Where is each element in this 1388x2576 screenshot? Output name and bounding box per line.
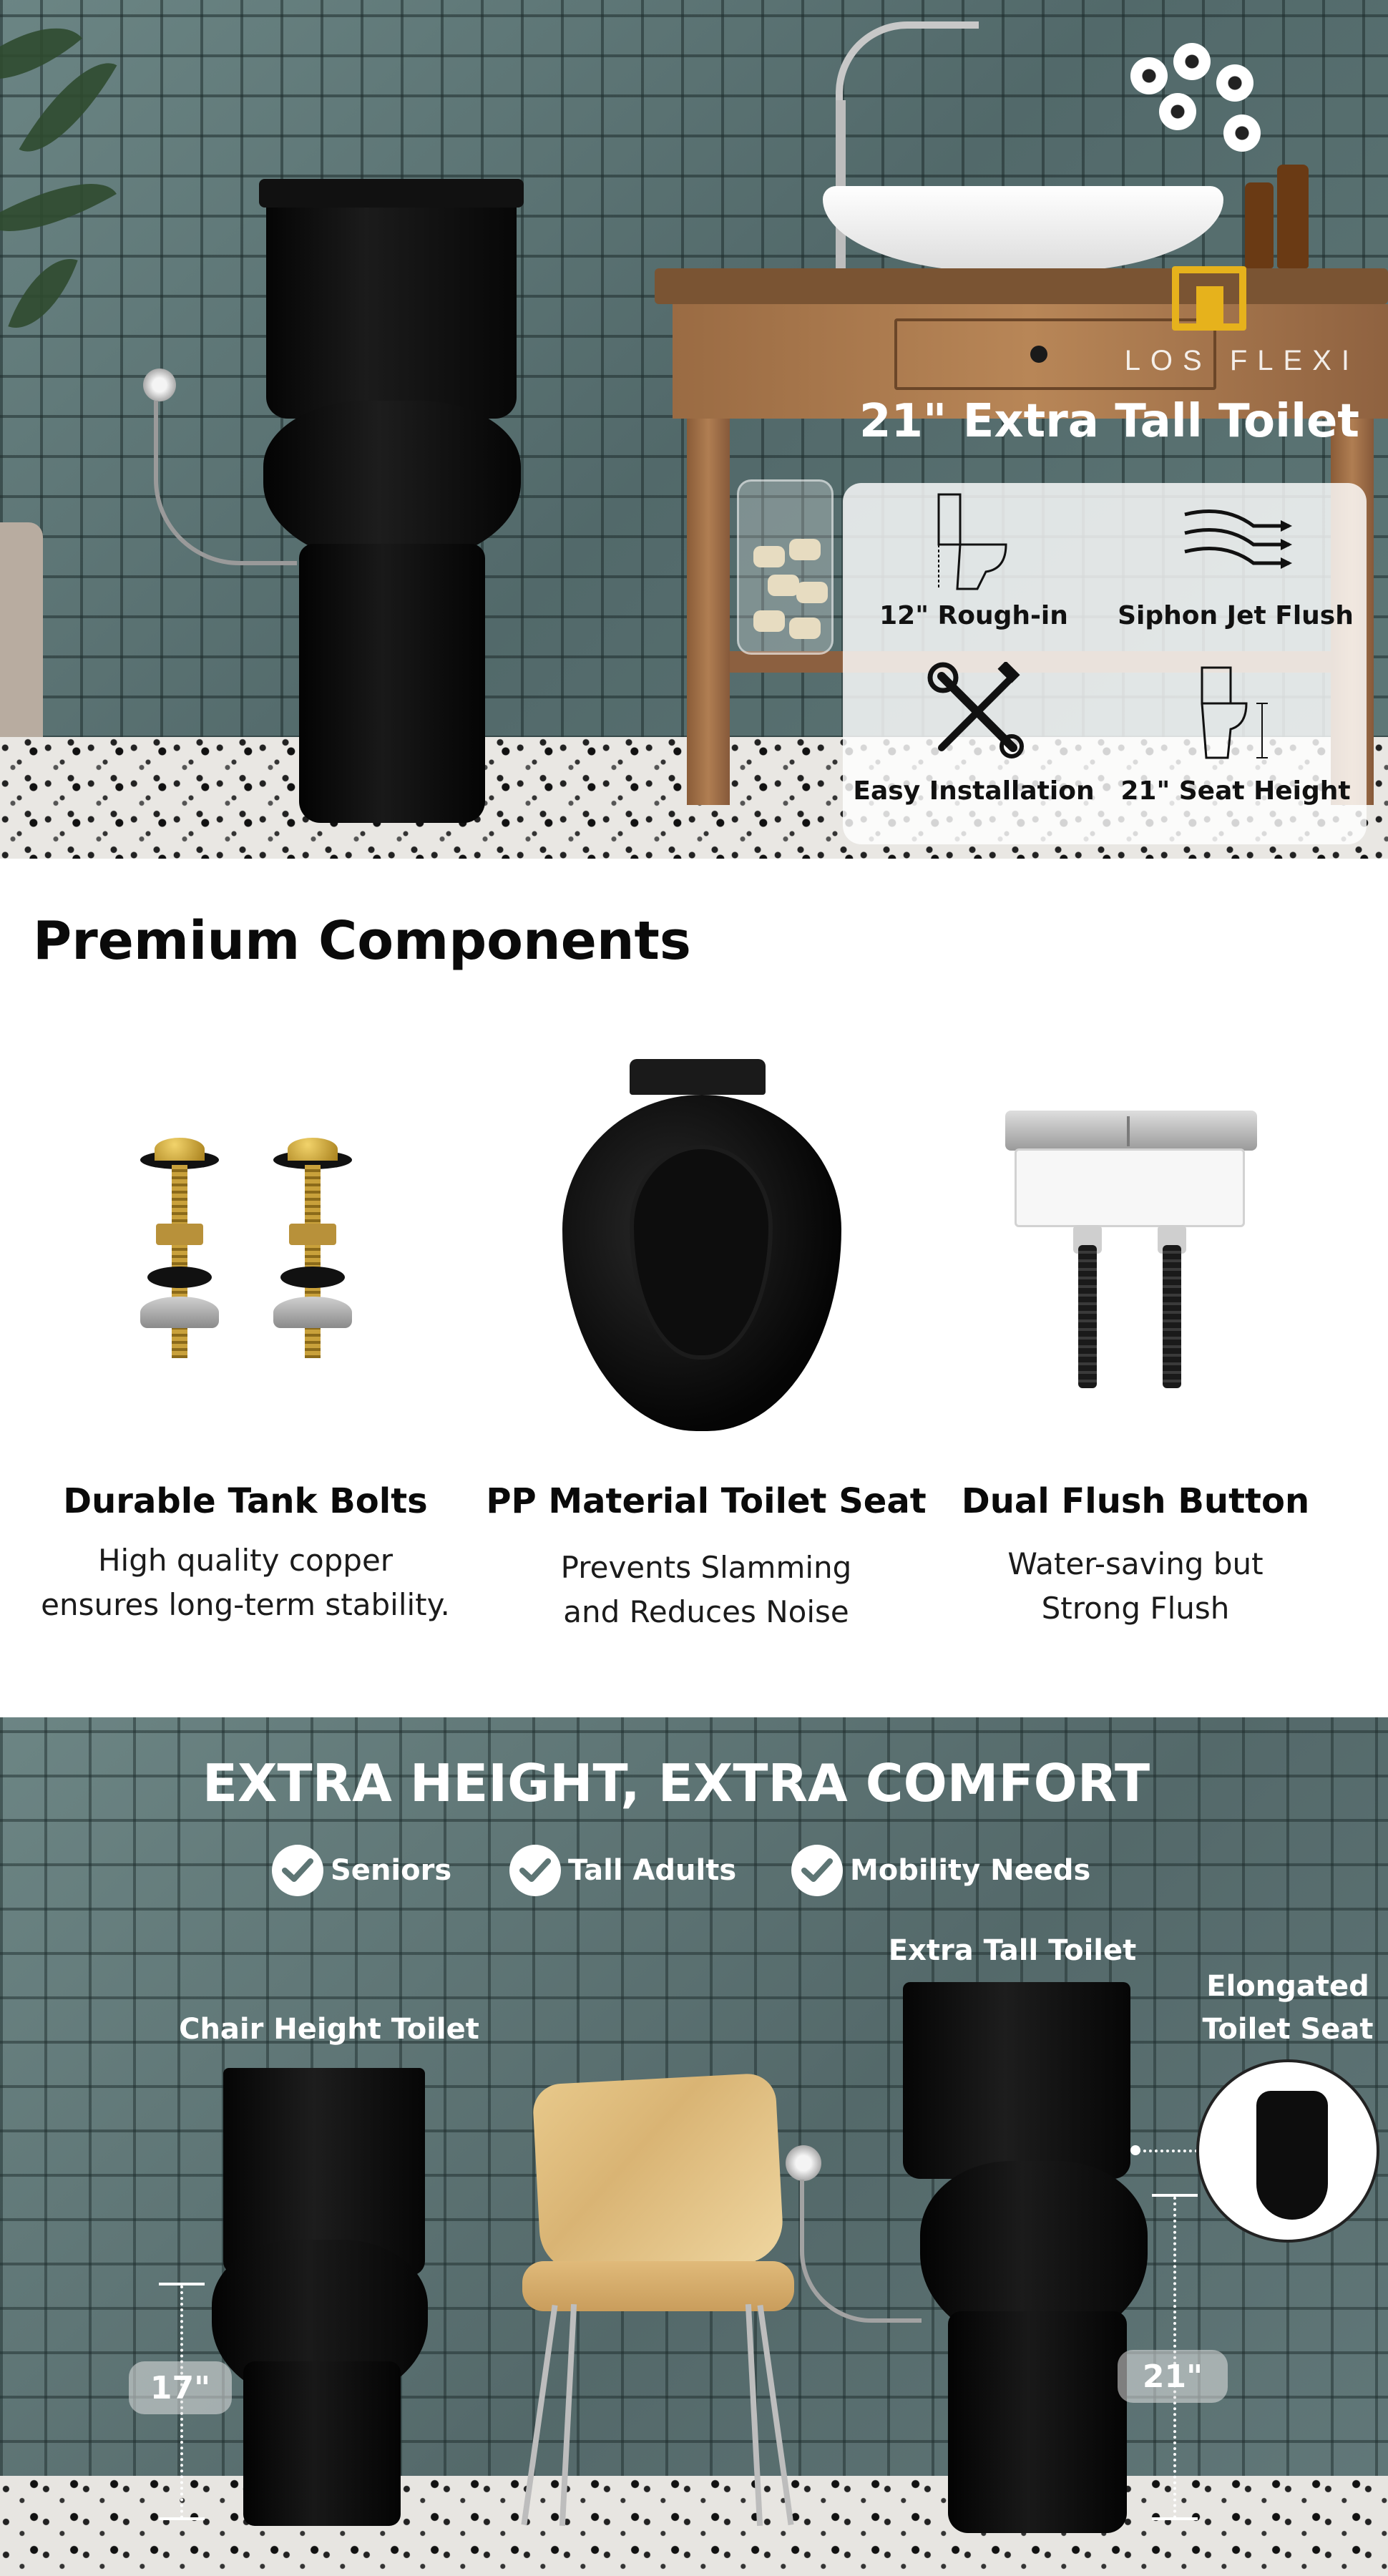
component-name: Dual Flush Button [961, 1481, 1310, 1521]
component-name: PP Material Toilet Seat [486, 1481, 927, 1521]
toilet-height-icon [1196, 665, 1275, 761]
check-label: Mobility Needs [850, 1854, 1091, 1887]
component-toilet-seat [475, 1038, 937, 1667]
water-valve [786, 2145, 821, 2181]
vanity-top [655, 268, 1388, 304]
component-desc-line: ensures long-term stability. [41, 1587, 450, 1622]
check-mobility [791, 1845, 1090, 1896]
toilet-side-icon [934, 492, 1013, 592]
toilet-tank [266, 182, 517, 419]
vanity-leg [687, 419, 730, 805]
elongated-seat-icon [1256, 2091, 1328, 2220]
extra-tall-toilet-base [948, 2311, 1127, 2533]
wrench-screwdriver-icon [927, 662, 1027, 762]
feature-siphon-jet [1105, 483, 1367, 662]
bottle [1277, 165, 1309, 268]
chair-height-toilet-base [243, 2361, 401, 2526]
terrazzo-floor [0, 2476, 1388, 2576]
component-desc-line: Prevents Slamming [560, 1550, 852, 1585]
check-icon [509, 1845, 561, 1896]
feature-panel [843, 483, 1367, 844]
feature-label: Easy Installation [853, 776, 1095, 806]
toilet-tank-lid [259, 179, 524, 208]
feature-label: 21" Seat Height [1120, 776, 1351, 806]
feature-label: Siphon Jet Flush [1118, 601, 1354, 630]
plant-leaf [0, 157, 117, 258]
toilet-base [299, 544, 485, 823]
check-seniors [272, 1845, 451, 1896]
component-tank-bolts [14, 1038, 476, 1667]
brand-logo-mark [1196, 286, 1223, 331]
feature-label: 12" Rough-in [879, 601, 1068, 630]
component-desc-line: and Reduces Noise [563, 1594, 849, 1629]
component-dual-flush [904, 1038, 1367, 1667]
callout-line [1138, 2150, 1198, 2152]
dimension-tick [1152, 2517, 1198, 2520]
flush-arrows-icon [1182, 504, 1296, 583]
check-label: Seniors [331, 1854, 452, 1887]
feature-rough-in [843, 483, 1105, 662]
component-desc-line: High quality copper [97, 1543, 394, 1578]
component-desc-line: Strong Flush [1041, 1591, 1230, 1626]
extra-tall-toilet-tank [903, 1982, 1130, 2179]
brand-name: LOS FLEXI [1124, 345, 1359, 376]
extra-tall-label: Extra Tall Toilet [888, 1934, 1137, 1967]
hero-banner [0, 0, 1388, 859]
chair-back [532, 2072, 784, 2274]
check-label: Tall Adults [568, 1854, 737, 1887]
elongated-seat-zoom [1196, 2059, 1379, 2243]
hero-title: 21" Extra Tall Toilet [859, 395, 1359, 448]
section-title: Premium Components [33, 910, 691, 972]
component-desc-line: Water-saving but [1007, 1546, 1264, 1581]
chair-height-label: Chair Height Toilet [179, 2013, 479, 2046]
bottle [1245, 182, 1274, 268]
elongated-label-line1: Elongated [1206, 1970, 1369, 2003]
component-name: Durable Tank Bolts [63, 1481, 428, 1521]
plant-leaf [8, 245, 77, 341]
feature-seat-height [1105, 662, 1367, 844]
height-badge-17: 17" [129, 2361, 232, 2414]
water-valve [143, 369, 176, 401]
soap-jar [737, 479, 834, 655]
check-icon [791, 1845, 843, 1896]
chair-seat [522, 2261, 794, 2311]
check-tall-adults [509, 1845, 736, 1896]
drawer-knob [1030, 346, 1047, 363]
check-icon [272, 1845, 323, 1896]
comparison-title: EXTRA HEIGHT, EXTRA COMFORT [202, 1753, 1150, 1813]
toilet-bowl [263, 401, 521, 565]
flower-vase [1116, 43, 1288, 186]
feature-easy-install [843, 662, 1105, 844]
elongated-label-line2: Toilet Seat [1202, 2013, 1374, 2046]
dimension-tick [159, 2517, 205, 2520]
height-badge-21: 21" [1118, 2350, 1228, 2403]
